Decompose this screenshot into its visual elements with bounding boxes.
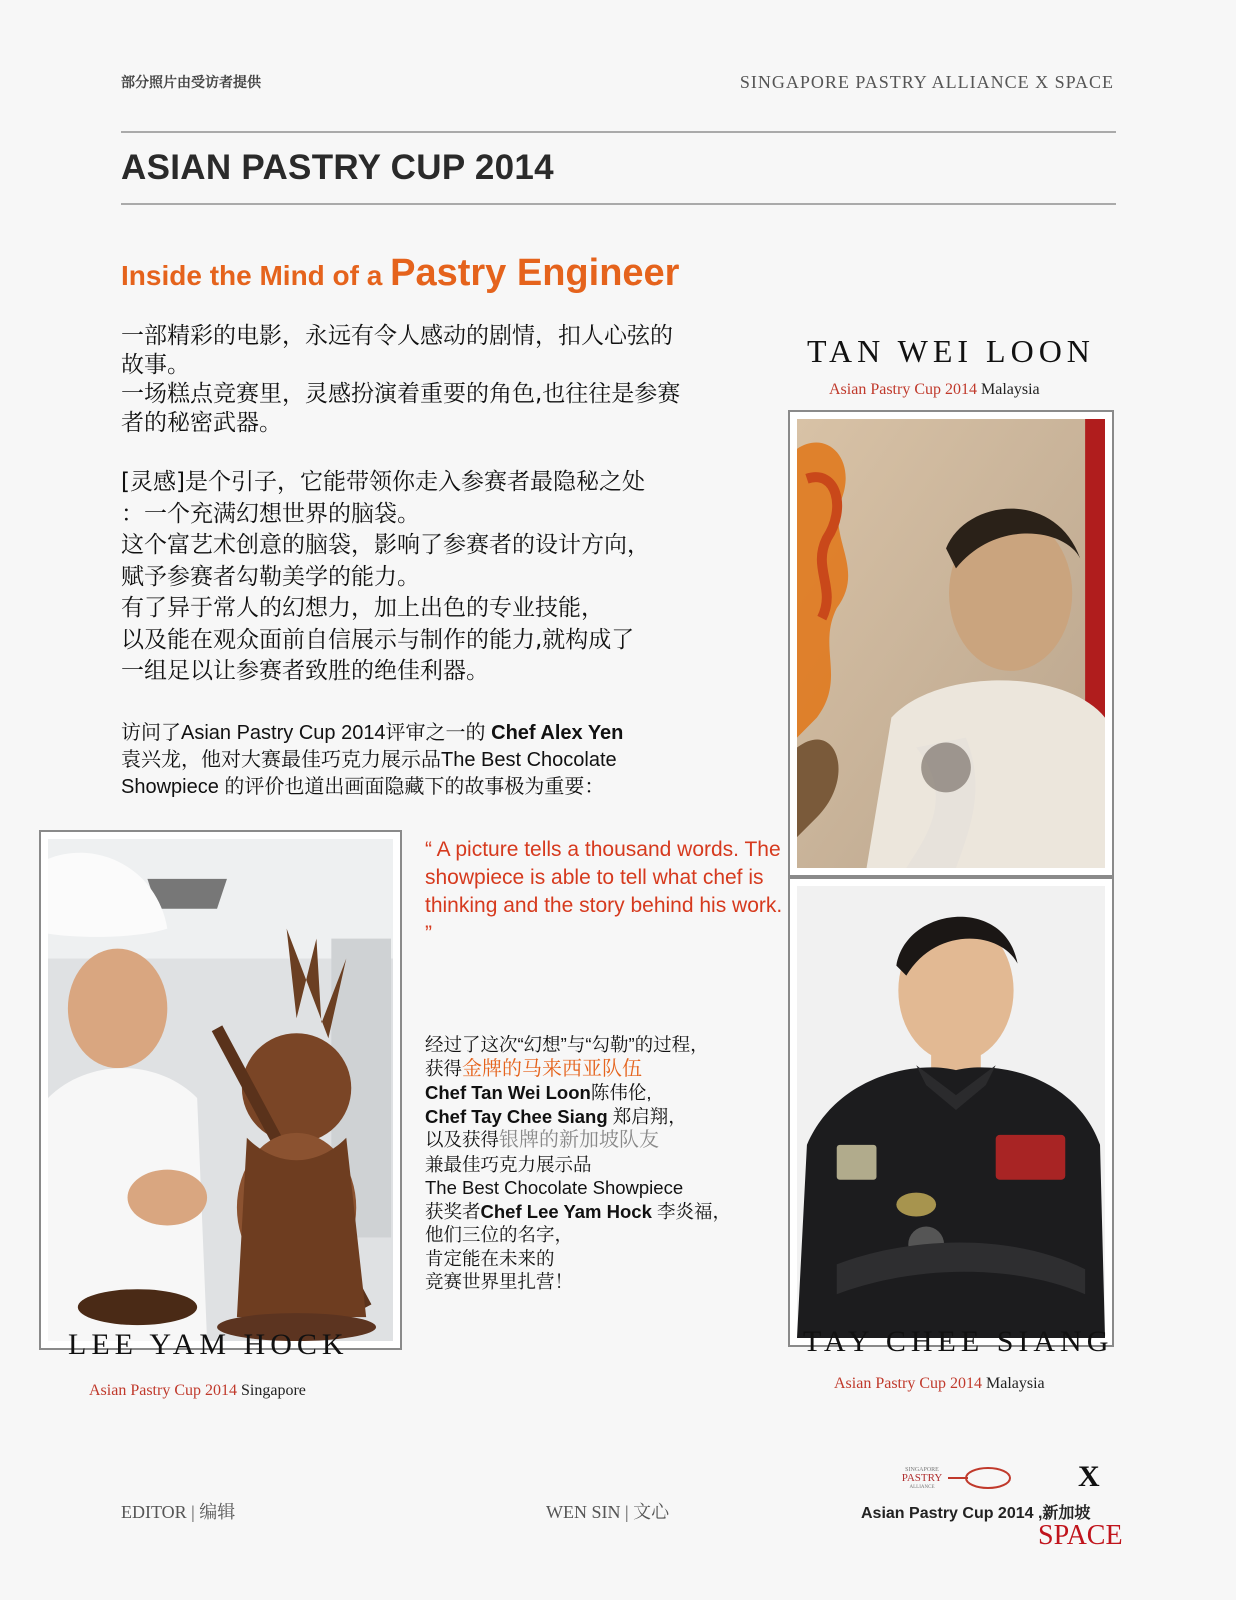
intro-line: 故事。	[121, 352, 190, 378]
outro-line: 兼最佳巧克力展示品	[425, 1153, 592, 1175]
svg-text:SINGAPORE: SINGAPORE	[905, 1467, 939, 1473]
interview-text: 访问了Asian Pastry Cup 2014评审之一的	[121, 722, 492, 744]
caption-event: Asian Pastry Cup 2014	[89, 1382, 237, 1399]
outro-line: Chef Tan Wei Loon陈伟伦,	[425, 1082, 652, 1103]
caption-country: Malaysia	[981, 381, 1040, 398]
intro-line: ：一个充满幻想世界的脑袋。	[121, 500, 420, 527]
outro-line: Chef Tay Chee Siang 郑启翔，	[425, 1105, 687, 1127]
photo-tan-wei-loon	[788, 410, 1114, 877]
judge-quote: “ A picture tells a thousand words. The showpiece is able to tell what chef is thinking and the story behind his work. ”	[425, 838, 783, 945]
title-divider	[121, 203, 1116, 205]
logo-x: X	[1078, 1460, 1100, 1493]
interview-text: 袁兴龙，他对大赛最佳巧克力展示品The Best Chocolate	[121, 749, 617, 771]
outro-line: 肯定能在未来的	[425, 1247, 555, 1269]
chef-photo	[48, 839, 393, 1341]
caption-country: Malaysia	[986, 1375, 1045, 1392]
intro-line: [灵感]是个引子，它能带领你走入参赛者最隐秘之处	[121, 469, 645, 495]
caption-event: Asian Pastry Cup 2014	[829, 381, 977, 398]
writer-credit: WEN SIN | 文心	[546, 1502, 670, 1522]
intro-line: 有了异于常人的幻想力，加上出色的专业技能，	[121, 595, 604, 621]
intro-text	[121, 322, 781, 688]
intro-line: 以及能在观众面前自信展示与制作的能力,就构成了	[121, 626, 635, 653]
spa-logo	[888, 1462, 1018, 1496]
profile-name-tan: TAN WEI LOON	[807, 333, 1095, 369]
caption-event: Asian Pastry Cup 2014	[834, 1375, 982, 1392]
subtitle-part2: Pastry Engineer	[390, 252, 680, 294]
outro-line: 以及获得银牌的新加坡队友	[425, 1129, 660, 1151]
outro-line: 竞赛世界里扎营！	[425, 1271, 574, 1292]
intro-line: 一组足以让参赛者致胜的绝佳利器。	[121, 658, 489, 684]
profile-name-lee: LEE YAM HOCK	[68, 1328, 349, 1361]
outro-line: 获奖者Chef Lee Yam Hock 李炎福，	[425, 1200, 732, 1222]
brand-header: SINGAPORE PASTRY ALLIANCE X SPACE	[739, 72, 1114, 92]
profile-name-tay: TAY CHEE SIANG	[803, 1325, 1114, 1358]
profile-caption-tan	[829, 381, 1040, 399]
judge-name: Chef Alex Yen	[491, 722, 624, 744]
outro-line: 获得金牌的马来西亚队伍	[425, 1057, 643, 1080]
photo-tay-chee-siang	[788, 877, 1114, 1347]
intro-line: 一部精彩的电影，永远有令人感动的剧情，扣人心弦的	[121, 323, 673, 349]
photo-credit: 部分照片由受访者提供	[121, 74, 261, 90]
outro-line: 他们三位的名字，	[425, 1224, 574, 1245]
article-subtitle	[121, 252, 679, 295]
interview-text: Showpiece 的评价也道出画面隐藏下的故事极为重要：	[121, 776, 605, 798]
photo-lee-yam-hock	[39, 830, 402, 1350]
caption-country: Singapore	[241, 1382, 306, 1399]
chef-photo	[797, 419, 1105, 868]
interview-paragraph	[121, 720, 761, 801]
intro-line: 赋予参赛者勾勒美学的能力。	[121, 563, 420, 590]
outro-line: The Best Chocolate Showpiece	[425, 1177, 684, 1198]
top-divider	[121, 131, 1116, 133]
svg-text:ALLIANCE: ALLIANCE	[909, 1485, 935, 1490]
outro-line: 经过了这次“幻想”与“勾勒”的过程，	[425, 1034, 709, 1055]
profile-caption-tay	[834, 1375, 1045, 1393]
editor-credit: EDITOR | 编辑	[121, 1502, 236, 1522]
space-logo: SPACE	[1038, 1520, 1123, 1551]
page-title: ASIAN PASTRY CUP 2014	[121, 148, 554, 187]
closing-paragraph	[425, 1033, 805, 1294]
event-footer: Asian Pastry Cup 2014 ,新加坡	[861, 1505, 1091, 1522]
subtitle-part1: Inside the Mind of a	[121, 260, 391, 291]
profile-caption-lee	[89, 1382, 306, 1400]
svg-text:PASTRY: PASTRY	[901, 1472, 943, 1484]
intro-line: 者的秘密武器。	[121, 410, 282, 436]
intro-line: 这个富艺术创意的脑袋，影响了参赛者的设计方向，	[121, 532, 650, 558]
chef-photo	[797, 886, 1105, 1338]
intro-line: 一场糕点竞赛里，灵感扮演着重要的角色,也往往是参赛	[121, 381, 681, 407]
